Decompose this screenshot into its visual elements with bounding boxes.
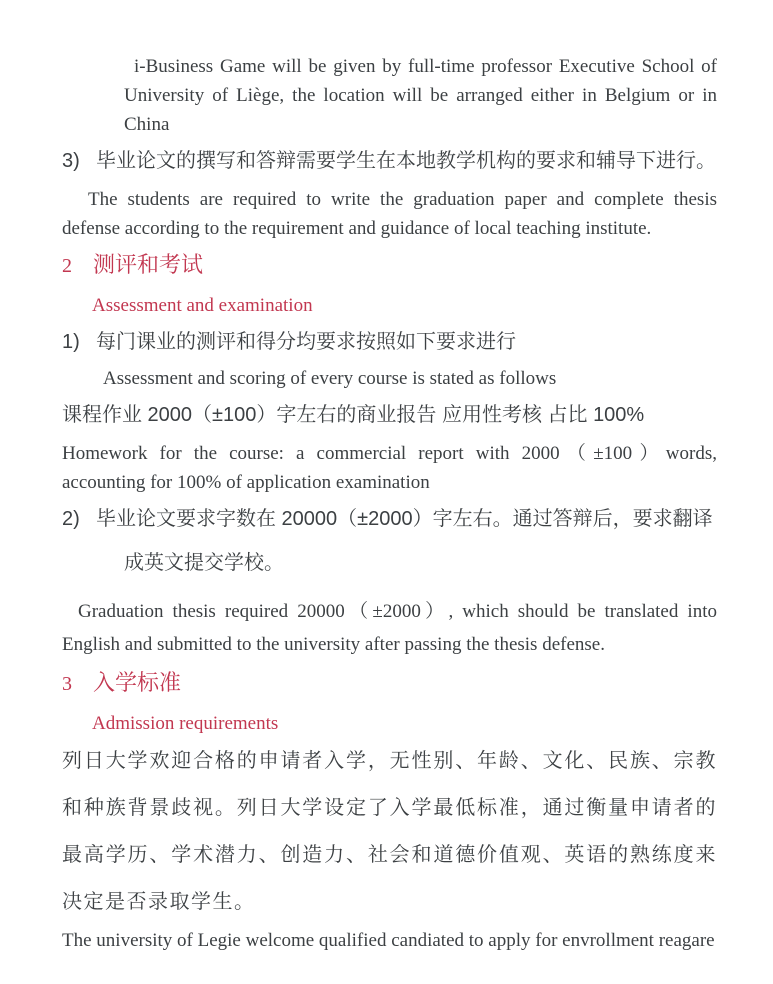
heading-number: 2 <box>62 255 72 277</box>
list-text: 毕业论文的撰写和答辩需要学生在本地教学机构的要求和辅导下进行。 <box>96 150 716 172</box>
list-text: 每门课业的测评和得分均要求按照如下要求进行 <box>96 331 516 353</box>
list-marker: 2) <box>62 508 80 530</box>
section-heading-2 <box>62 243 717 288</box>
list-marker: 3) <box>62 150 80 172</box>
paragraph-homework-course-en: Homework for the course: a commercial report with 2000（±100）words, accounting for 100% of application examination <box>62 443 717 493</box>
paragraph-assessment-scoring: Assessment and scoring of every course is stated as follows <box>103 368 557 389</box>
heading-title: 入学标准 <box>93 670 182 695</box>
heading-number: 3 <box>62 673 72 695</box>
section-heading-3 <box>62 661 717 706</box>
list-text: 毕业论文要求字数在 20000（±2000）字左右。通过答辩后，要求翻译成英文提交学校。 <box>96 508 713 574</box>
list-item-2-graduation-thesis <box>62 497 717 585</box>
paragraph-ibusiness-game: i-Business Game will be given by full-time professor Executive School of University of Liège, the location will be arranged either in Belgium or in China <box>124 56 717 135</box>
heading-title: 测评和考试 <box>93 252 204 277</box>
list-marker: 1) <box>62 331 80 353</box>
subheading-assessment-examination: Assessment and examination <box>92 295 313 316</box>
paragraph-graduation-thesis-en: Graduation thesis required 20000（±2000）, which should be translated into English and submitted to the university after passing the thesis defense. <box>62 601 717 655</box>
list-item-3-thesis-writing <box>62 139 717 183</box>
paragraph-admission-policy-zh: 列日大学欢迎合格的申请者入学，无性别、年龄、文化、民族、宗教和种族背景歧视。列日大学设定了入学最低标准，通过衡量申请者的最高学历、学术潜力、创造力、社会和道德价值观、英语的熟练度来决定是否录取学生。 <box>62 750 717 913</box>
paragraph-course-homework-zh: 课程作业 2000（±100）字左右的商业报告 应用性考核 占比 100% <box>62 404 645 426</box>
list-item-1-course-assessment <box>62 320 717 364</box>
subheading-admission-requirements: Admission requirements <box>92 713 279 734</box>
paragraph-students-required: The students are required to write the graduation paper and complete thesis defense according to the requirement and guidance of local teaching institute. <box>62 189 717 239</box>
paragraph-university-welcome-en: The university of Legie welcome qualified candiated to apply for envrollment reagare <box>62 930 715 951</box>
